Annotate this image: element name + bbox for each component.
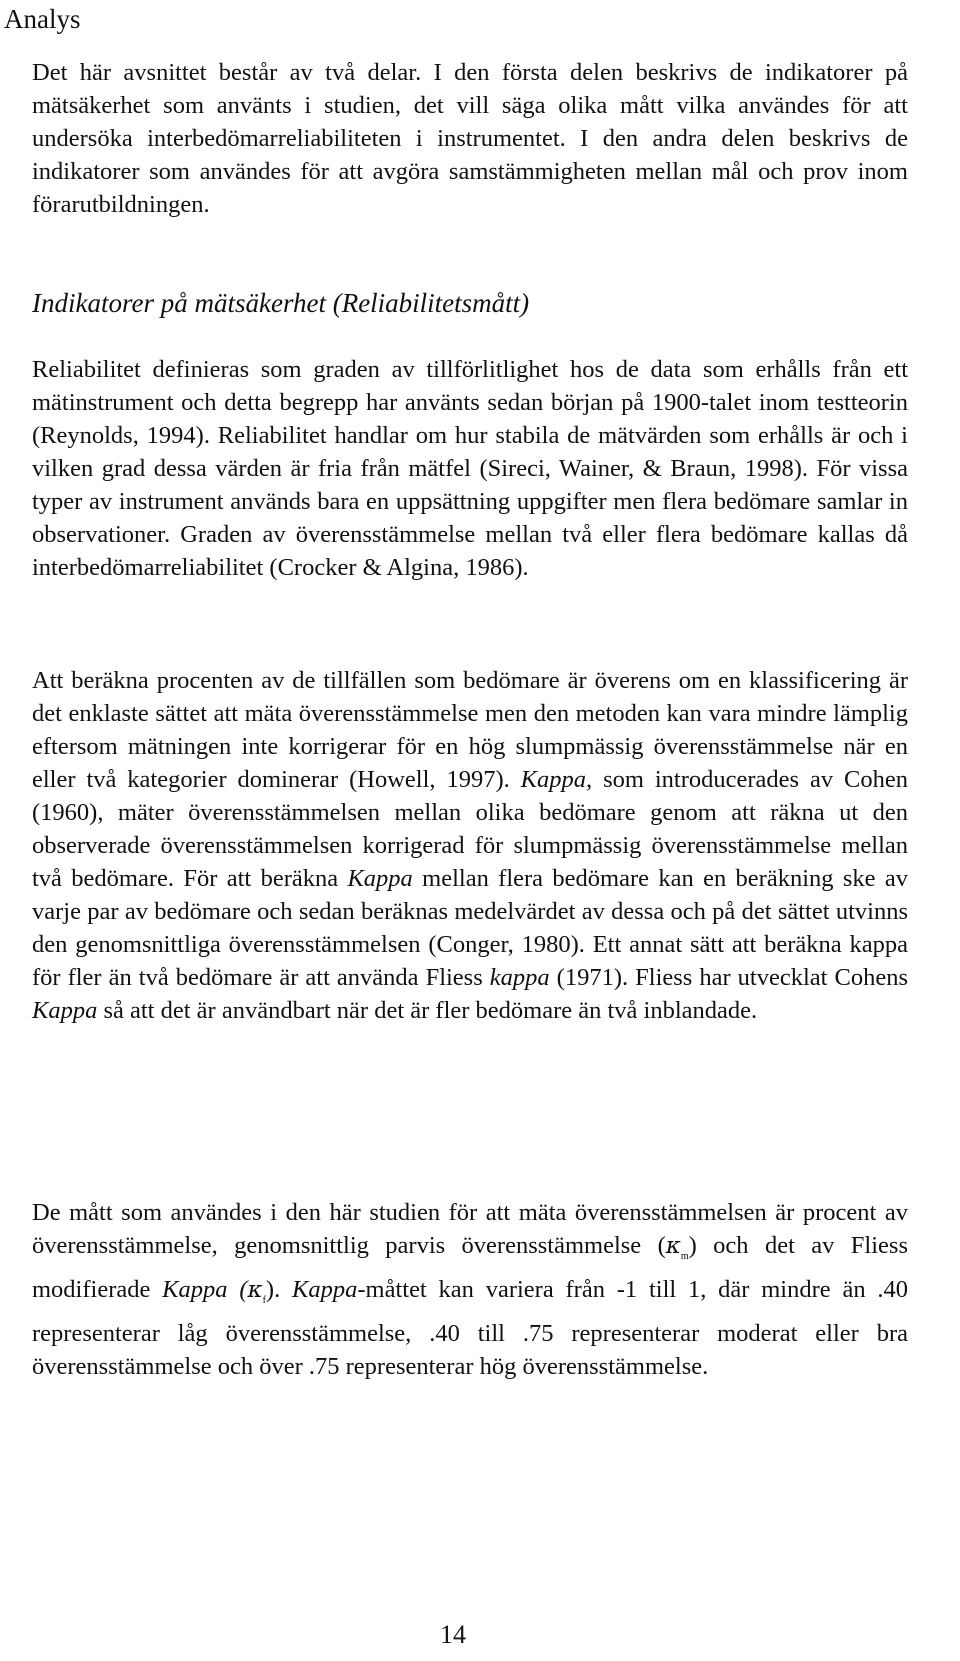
kappa-term: Kappa [347, 865, 413, 892]
kappa-term: Kappa ( [162, 1276, 248, 1303]
text-run: (1971). Fliess har utvecklat Cohens [549, 964, 908, 991]
reliability-paragraph: Reliabilitet definieras som graden av tillförlitlighet hos de data som erhålls från ett mätinstrument och detta begrepp har använts sedan början på 1900-talet inom testteorin (Reynolds, 1994). Reliabilitet handlar om hur stabila de mätvärden som erhålls är och i vilken grad dessa värden är fria från mätfel (Sireci, Wainer, & Braun, 1998). För vissa typer av instrument används bara en uppsättning uppgifter men flera bedömare samlar in observationer. Graden av överensstämmelse mellan två eller flera bedömare kallas då interbedömarreliabilitet (Crocker & Algina, 1986). [32, 356, 908, 581]
page-title: Analys [4, 4, 81, 34]
text-run: Att beräkna procenten av de tillfällen som bedömare är överens om en klassificering är det enklaste sättet att mäta överensstämmelse men den metoden kan vara mindre lämplig eftersom mätningen inte korrigerar för en hög slumpmässig överensstämmelse när en eller två kategorier dominerar (Howell, 1997). [32, 667, 908, 793]
text-run: ). [265, 1276, 293, 1303]
text-run: , som introducerades av Cohen (1960), mäter överensstämmelsen mellan olika bedömare genom att räkna ut den observerade överensstämmelsen korrigerad för slumpmässig överensstämmelse mellan två bedömare. För att beräkna [32, 766, 908, 892]
measures-paragraph [32, 1196, 908, 1383]
kappa-term: kappa [489, 964, 550, 991]
text-run: ) och det av Fliess modifierade [32, 1232, 908, 1303]
kappa-symbol: κ [665, 1233, 681, 1259]
kappa-term: Kappa [292, 1276, 358, 1303]
text-run: så att det är användbart när det är fler bedömare än två inblandade. [97, 997, 758, 1024]
kappa-term: Kappa [32, 997, 98, 1024]
kappa-symbol: κ [247, 1277, 263, 1303]
kappa-subscript: f [262, 1295, 266, 1306]
text-run: mellan flera bedömare kan en beräkning ske av varje par av bedömare och sedan beräknas medelvärdet av dessa och på det sättet utvinns den genomsnittliga överensstämmelsen (Conger, 1980). Ett annat sätt att beräkna kappa för fler än två bedömare är att använda Fliess [32, 865, 908, 991]
kappa-term: Kappa [520, 766, 587, 793]
text-run: -måttet kan variera från -1 till 1, där mindre än .40 representerar låg överensstämmelse, .40 till .75 representerar moderat eller bra överensstämmelse och över .75 representerar hög överensstämmelse. [32, 1276, 909, 1380]
section-heading: Indikatorer på mätsäkerhet (Reliabilitetsmått) [32, 288, 530, 318]
kappa-paragraph [32, 664, 908, 1027]
kappa-subscript: m [680, 1251, 689, 1262]
page-number: 14 [440, 1620, 466, 1649]
text-run: De mått som användes i den här studien för att mäta överensstämmelsen är procent av överensstämmelse, genomsnittlig parvis överensstämmelse ( [32, 1199, 908, 1259]
intro-paragraph: Det här avsnittet består av två delar. I den första delen beskrivs de indikatorer på mätsäkerhet som använts i studien, det vill säga olika mått vilka användes för att undersöka interbedömarreliabiliteten i instrumentet. I den andra delen beskrivs de indikatorer som användes för att avgöra samstämmigheten mellan mål och prov inom förarutbildningen. [32, 59, 908, 218]
